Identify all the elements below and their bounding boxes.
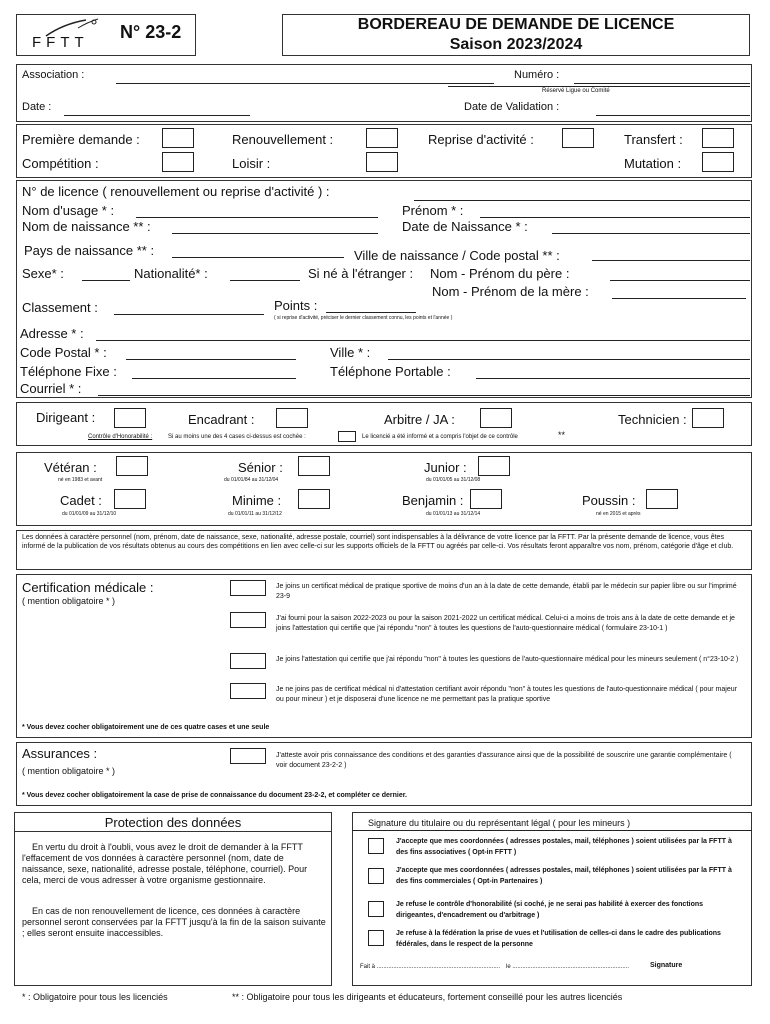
- category-cadet-note: du 01/01/09 au 31/12/10: [62, 511, 117, 517]
- category-junior-note: du 01/01/05 au 31/12/08: [426, 477, 481, 483]
- category-veteran-note: né en 1983 et avant: [58, 477, 103, 483]
- privacy-notice-text: Les données à caractère personnel (nom, prénom, date de naissance, sexe, nationalité, adresse postale, courriel) sont indispensables à la délivrance de votre licence par la FFTT. Par la présente demande de licence, vous êtes informé de la publication de vos résultats obtenus au cours des compétitions en lien avec celle-ci sur les supports officiels de la FFTT ou agréés par celle-ci. Vos résultats feront apparaître vos nom, prénom, catégorie d'âge et club.: [22, 534, 734, 550]
- reserve-divider: [448, 86, 750, 87]
- le-field[interactable]: le ......................................................................: [506, 964, 630, 970]
- honorabilite-label: Contrôle d'Honorabilité :: [88, 434, 153, 440]
- competition-label: Compétition :: [22, 156, 99, 171]
- reserve-note: Réservé Ligue ou Comité: [542, 88, 610, 94]
- ville-naissance-field[interactable]: [592, 260, 750, 261]
- category-junior-checkbox[interactable]: [478, 456, 510, 476]
- opt-in-fftt-checkbox[interactable]: [368, 838, 384, 854]
- association-section: [16, 64, 752, 122]
- category-cadet-label: Cadet :: [60, 493, 102, 508]
- category-veteran-checkbox[interactable]: [116, 456, 148, 476]
- fait-a-field[interactable]: Fait à ..........................................................................: [360, 964, 501, 970]
- nom-pere-label: Nom - Prénom du père :: [430, 266, 570, 281]
- honorabilite-stars: **: [558, 430, 566, 440]
- tel-fixe-field[interactable]: [132, 378, 296, 379]
- pays-naissance-label: Pays de naissance ** :: [24, 243, 155, 258]
- mutation-label: Mutation :: [624, 156, 682, 171]
- assurances-text: J'atteste avoir pris connaissance des conditions et des garanties d'assurance ainsi que de la possibilité de souscrire une garantie complémentaire ( voir document 23-2-2 ): [276, 752, 732, 769]
- dirigeant-label: Dirigeant :: [36, 410, 96, 425]
- footer-note-2: ** : Obligatoire pour tous les dirigeants et éducateurs, fortement conseillé pour les autres licenciés: [232, 992, 623, 1002]
- refuse-honorabilite-text: Je refuse le contrôle d'honorabilité (si coché, je ne serai pas habilité à exercer des fonctions dirigeantes, d'encadrement ou d'arbitrage ): [396, 901, 704, 919]
- arbitre-checkbox[interactable]: [480, 408, 512, 428]
- signature-title: Signature du titulaire ou du représentant légal ( pour les mineurs ): [368, 818, 631, 828]
- form-title: BORDEREAU DE DEMANDE DE LICENCE: [357, 16, 675, 33]
- nom-naissance-field[interactable]: [172, 233, 378, 234]
- nom-naissance-label: Nom de naissance ** :: [22, 219, 151, 234]
- ville-label: Ville * :: [330, 345, 371, 360]
- tel-fixe-label: Téléphone Fixe :: [20, 364, 117, 379]
- certification-option-1-checkbox[interactable]: [230, 580, 266, 596]
- certification-subtitle: ( mention obligatoire * ): [22, 596, 116, 606]
- protection-section: [14, 812, 332, 986]
- association-field[interactable]: [116, 83, 494, 84]
- mutation-checkbox[interactable]: [702, 152, 734, 172]
- protection-para2: En cas de non renouvellement de licence, ces données à caractère personnel seront conservées par la FFTT jusqu'à la fin de la saison suivante ; elles seront ensuite inaccessibles.: [22, 906, 326, 938]
- date-naissance-field[interactable]: [552, 233, 750, 234]
- opt-in-partenaires-text: J'accepte que mes coordonnées ( adresses postales, mail, téléphones ) soient utilisées par la FFTT à des fins commerciales ( Opt-in Partenaires ): [396, 867, 732, 885]
- logo-text: FFTT: [32, 34, 89, 51]
- transfert-checkbox[interactable]: [702, 128, 734, 148]
- courriel-label: Courriel * :: [20, 381, 82, 396]
- nom-mere-label: Nom - Prénom de la mère :: [432, 284, 589, 299]
- category-senior-note: du 01/01/84 au 31/12/04: [224, 477, 279, 483]
- courriel-field[interactable]: [98, 395, 750, 396]
- signature-title-divider: [352, 830, 752, 831]
- refuse-photos-checkbox[interactable]: [368, 930, 384, 946]
- arbitre-label: Arbitre / JA :: [384, 412, 455, 427]
- assurances-footnote: * Vous devez cocher obligatoirement la case de prise de connaissance du document 23-2-2, et compléter ce dernier.: [22, 792, 408, 799]
- category-minime-note: du 01/01/11 au 31/12/12: [228, 511, 282, 517]
- certification-footnote: * Vous devez cocher obligatoirement une de ces quatre cases et une seule: [22, 724, 270, 731]
- encadrant-label: Encadrant :: [188, 412, 255, 427]
- classement-field[interactable]: [114, 314, 264, 315]
- points-label: Points :: [274, 298, 318, 313]
- category-poussin-note: né en 2015 et après: [596, 511, 641, 517]
- date-naissance-label: Date de Naissance * :: [402, 219, 528, 234]
- assurances-subtitle: ( mention obligatoire * ): [22, 766, 116, 776]
- certification-option-2: J'ai fourni pour la saison 2022-2023 ou pour la saison 2021-2022 un certificat médical. Celui-ci a moins de trois ans à la date de cette demande et je joins l'attestation qui certifie que j'ai répondu "non" à toutes les questions de l'auto-questionnaire médical ( formulaire 23-10-1 ): [276, 615, 735, 632]
- ville-naissance-label: Ville de naissance / Code postal ** :: [354, 248, 560, 263]
- category-benjamin-checkbox[interactable]: [470, 489, 502, 509]
- adresse-field[interactable]: [96, 340, 750, 341]
- premiere-demande-checkbox[interactable]: [162, 128, 194, 148]
- category-senior-checkbox[interactable]: [298, 456, 330, 476]
- tel-portable-label: Téléphone Portable :: [330, 364, 451, 379]
- certification-option-3: Je joins l'attestation qui certifie que j'ai répondu "non" à toutes les questions de l'auto-questionnaire médical pour les mineurs seulement ( n°23-10-2 ): [276, 656, 739, 663]
- pays-naissance-field[interactable]: [172, 257, 344, 258]
- ne-etranger-label: Si né à l'étranger :: [308, 266, 414, 281]
- encadrant-checkbox[interactable]: [276, 408, 308, 428]
- nationalite-field[interactable]: [230, 280, 300, 281]
- category-junior-label: Junior :: [424, 460, 467, 475]
- date-label: Date :: [22, 101, 52, 113]
- nationalite-label: Nationalité* :: [134, 266, 208, 281]
- nom-usage-field[interactable]: [136, 217, 378, 218]
- premiere-demande-label: Première demande :: [22, 132, 140, 147]
- code-postal-field[interactable]: [126, 359, 296, 360]
- competition-checkbox[interactable]: [162, 152, 194, 172]
- classement-label: Classement :: [22, 300, 98, 315]
- certification-option-4: Je ne joins pas de certificat médical ni d'attestation certifiant avoir répondu "non" à toutes les questions de l'auto-questionnaire médical ( pour majeur ou pour mineur ) et je disposerai d'une licence ne me permettant pas la pratique sportive: [276, 686, 737, 703]
- certification-option-4-checkbox[interactable]: [230, 683, 266, 699]
- technicien-checkbox[interactable]: [692, 408, 724, 428]
- renouvellement-checkbox[interactable]: [366, 128, 398, 148]
- prenom-label: Prénom * :: [402, 203, 464, 218]
- sexe-label: Sexe* :: [22, 266, 64, 281]
- protection-title: Protection des données: [104, 815, 242, 830]
- refuse-photos-text: Je refuse à la fédération la prise de vues et l'utilisation de celles-ci dans le cadre des publications fédérales, dans le respect de la personne: [396, 930, 721, 948]
- certification-title: Certification médicale :: [22, 580, 154, 595]
- honorabilite-text: Si au moins une des 4 cases ci-dessus est cochée :: [168, 434, 306, 440]
- form-number: N° 23-2: [120, 22, 182, 42]
- opt-in-partenaires-checkbox[interactable]: [368, 868, 384, 884]
- transfert-label: Transfert :: [624, 132, 683, 147]
- category-cadet-checkbox[interactable]: [114, 489, 146, 509]
- adresse-label: Adresse * :: [20, 326, 84, 341]
- date-field[interactable]: [64, 115, 250, 116]
- code-postal-label: Code Postal * :: [20, 345, 107, 360]
- technicien-label: Technicien :: [618, 412, 687, 427]
- assurances-title: Assurances :: [22, 746, 98, 761]
- points-note: ( si reprise d'activité, préciser le dernier classement connu, les points et l'année ): [274, 315, 453, 321]
- category-poussin-checkbox[interactable]: [646, 489, 678, 509]
- signature-label: Signature: [650, 962, 683, 969]
- sexe-field[interactable]: [82, 280, 130, 281]
- dirigeant-checkbox[interactable]: [114, 408, 146, 428]
- category-poussin-label: Poussin :: [582, 493, 636, 508]
- prenom-field[interactable]: [480, 217, 750, 218]
- honorabilite-note: Le licencié a été informé et a compris l'objet de ce contrôle: [362, 434, 518, 440]
- reprise-label: Reprise d'activité :: [428, 132, 534, 147]
- certification-option-3-checkbox[interactable]: [230, 653, 266, 669]
- reprise-checkbox[interactable]: [562, 128, 594, 148]
- licence-number-label: N° de licence ( renouvellement ou reprise d'activité ) :: [22, 184, 330, 199]
- assurances-checkbox[interactable]: [230, 748, 266, 764]
- numero-label: Numéro :: [514, 69, 560, 81]
- numero-field[interactable]: [574, 83, 750, 84]
- category-minime-label: Minime :: [232, 493, 282, 508]
- certification-option-1: Je joins un certificat médical de pratique sportive de moins d'un an à la date de cette demande, établi par le médecin sur papier libre ou sur l'imprimé 23-9: [276, 583, 737, 600]
- category-senior-label: Sénior :: [238, 460, 283, 475]
- footer-note-1: * : Obligatoire pour tous les licenciés: [22, 992, 168, 1002]
- loisir-label: Loisir :: [232, 156, 271, 171]
- renouvellement-label: Renouvellement :: [232, 132, 334, 147]
- points-field[interactable]: [326, 312, 416, 313]
- tel-portable-field[interactable]: [476, 378, 750, 379]
- honorabilite-checkbox[interactable]: [338, 431, 356, 442]
- season-title: Saison 2023/2024: [449, 36, 583, 53]
- association-label: Association :: [22, 69, 85, 81]
- validation-field[interactable]: [596, 115, 750, 116]
- category-benjamin-note: du 01/01/13 au 31/12/14: [426, 511, 481, 517]
- loisir-checkbox[interactable]: [366, 152, 398, 172]
- validation-label: Date de Validation :: [464, 101, 560, 113]
- refuse-honorabilite-checkbox[interactable]: [368, 901, 384, 917]
- protection-para1: En vertu du droit à l'oubli, vous avez le droit de demander à la FFTT l'effacement de vos données à caractère personnel (nom, date de naissance, sexe, nationalité, adresse postale, téléphone, courriel). Pour cela, merci de vous adresser à votre organisme gestionnaire.: [22, 842, 308, 885]
- category-veteran-label: Vétéran :: [44, 460, 97, 475]
- category-benjamin-label: Benjamin :: [402, 493, 464, 508]
- opt-in-fftt-text: J'accepte que mes coordonnées ( adresses postales, mail, téléphones ) soient utilisées par la FFTT à des fins associatives ( Opt-in FFTT ): [396, 838, 732, 856]
- licence-number-field[interactable]: [414, 200, 750, 201]
- nom-usage-label: Nom d'usage * :: [22, 203, 115, 218]
- category-minime-checkbox[interactable]: [298, 489, 330, 509]
- nom-pere-field[interactable]: [610, 280, 750, 281]
- certification-option-2-checkbox[interactable]: [230, 612, 266, 628]
- ville-field[interactable]: [388, 359, 750, 360]
- nom-mere-field[interactable]: [612, 298, 746, 299]
